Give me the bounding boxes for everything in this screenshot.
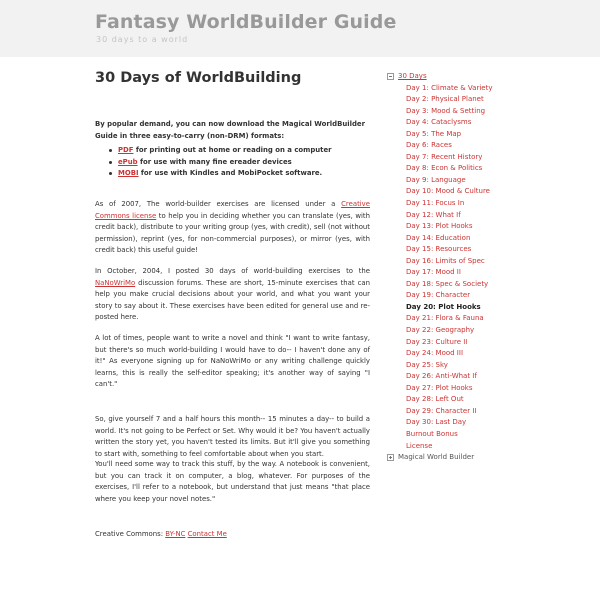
format-item-pdf (109, 145, 369, 157)
format-item-epub (109, 157, 369, 169)
sidebar-item[interactable]: Day 25: Sky (406, 360, 448, 369)
sidebar-item[interactable]: Day 4: Cataclysms (406, 118, 472, 127)
nanowrimo-link[interactable]: NaNoWriMo (95, 278, 136, 287)
collapse-icon[interactable] (387, 73, 394, 80)
sidebar-item[interactable]: Day 17: Mood II (406, 268, 461, 277)
sidebar-item[interactable]: Day 3: Mood & Setting (406, 106, 486, 115)
epub-link[interactable]: ePub (118, 157, 138, 166)
intro-text: By popular demand, you can now download the Magical WorldBuilder Guide in three easy-to-carry (non-DRM) formats: (95, 120, 365, 140)
creative-commons-license-link[interactable]: Creative Commons license (95, 200, 370, 220)
sidebar-section-30-days[interactable] (387, 71, 517, 83)
sidebar-item[interactable]: Day 9: Language (406, 175, 466, 184)
sidebar-item[interactable]: Day 12: What If (406, 210, 461, 219)
sidebar-heading-link[interactable]: 30 Days (398, 72, 427, 80)
sidebar-item[interactable]: Day 19: Character (406, 291, 471, 300)
format-item-mobi (109, 168, 369, 180)
paragraph-history (95, 266, 370, 324)
sidebar-item[interactable]: License (406, 441, 433, 450)
formats-list (109, 145, 369, 180)
sidebar-item[interactable]: Day 20: Plot Hooks (406, 302, 481, 311)
sidebar-item[interactable]: Day 16: Limits of Spec (406, 256, 485, 265)
sidebar-item[interactable]: Day 15: Resources (406, 245, 472, 254)
paragraph-notebook: You'll need some way to track this stuff, by the way. A notebook is convenient, but you can track it on computer, a blog, whatever. For purposes of the exercises, I'll refer to a notebook, but understand that just means "that place where you keep your novel notes." (95, 460, 370, 503)
sidebar-item[interactable]: Day 10: Mood & Culture (406, 187, 490, 196)
sidebar-nav (387, 71, 517, 464)
footer-label: Creative Commons: (95, 530, 166, 538)
main-content (95, 69, 370, 538)
sidebar-item[interactable]: Day 29: Character II (406, 406, 477, 415)
sidebar-item[interactable]: Day 21: Flora & Fauna (406, 314, 484, 323)
expand-icon[interactable] (387, 454, 394, 461)
sidebar-item[interactable]: Day 22: Geography (406, 326, 475, 335)
by-nc-link[interactable]: BY-NC (165, 530, 186, 538)
sidebar-item[interactable]: Day 24: Mood III (406, 349, 464, 358)
sidebar-item[interactable]: Day 30: Last Day (406, 418, 467, 427)
site-tagline: 30 days to a world (96, 35, 189, 44)
paragraph-text: As of 2007, The world-builder exercises are licensed under a (95, 200, 342, 208)
sidebar-item[interactable]: Day 2: Physical Planet (406, 95, 484, 104)
paragraph-motivation: A lot of times, people want to write a novel and think "I want to write fantasy, but there's so much world-building I would have to do-- I haven't done any of it!" As everyone signing up for NaNoWriMo or any writing challenge quickly learns, this is really the self-editor speaking; it's another way of saying "I can't." (95, 334, 370, 388)
format-desc: for use with many fine ereader devices (137, 157, 292, 166)
sidebar-item[interactable]: Day 5: The Map (406, 129, 462, 138)
site-title[interactable]: Fantasy WorldBuilder Guide (95, 11, 397, 33)
format-desc: for printing out at home or reading on a computer (133, 146, 332, 154)
site-header (0, 0, 600, 57)
sidebar-item[interactable]: Day 26: Anti-What If (406, 372, 477, 381)
sidebar-item[interactable]: Day 27: Plot Hooks (406, 383, 473, 392)
sidebar-item[interactable]: Day 7: Recent History (406, 152, 483, 161)
pdf-link[interactable]: PDF (118, 146, 134, 154)
sidebar-item[interactable]: Burnout Bonus (406, 429, 458, 438)
sidebar-item[interactable]: Day 1: Climate & Variety (406, 83, 493, 92)
paragraph-license (95, 199, 370, 257)
page-footer (95, 529, 370, 540)
contact-link[interactable]: Contact Me (187, 530, 227, 538)
paragraph-schedule: So, give yourself 7 and a half hours this month-- 15 minutes a day-- to build a world. It's not going to be Perfect or Set. Why would it be? You haven't actually written the story yet, you haven't tested its limits. But it'll give you something to start with, something to feel comfortable about when you start. (95, 415, 370, 458)
sidebar-item[interactable]: Day 23: Culture II (406, 337, 468, 346)
sidebar-item[interactable]: Day 13: Plot Hooks (406, 222, 473, 231)
paragraph-text: discussion forums. These are short, 15-minute exercises that can help you make crucial decisions about your world, and what you want your story to say about it. These exercises have been edited for general use and re-posted here. (95, 278, 370, 321)
sidebar-item[interactable]: Day 28: Left Out (406, 395, 464, 404)
paragraph-text: to help you in deciding whether you can translate (yes, with credit back), distribute to your writing group (yes, with credit), sell (not without permission), reprint (yes, for non-commercial purposes), or mirror (yes, with credit back) this useful guide! (95, 211, 370, 254)
page-title: 30 Days of WorldBuilding (95, 70, 302, 86)
format-desc: for use with Kindles and MobiPocket software. (138, 169, 323, 177)
sidebar-item[interactable]: Day 14: Education (406, 233, 471, 242)
sidebar-item[interactable]: Day 6: Races (406, 141, 452, 150)
mobi-link[interactable]: MOBI (118, 169, 139, 177)
sidebar-footer-label[interactable]: Magical World Builder (398, 453, 475, 462)
paragraph-text: In October, 2004, I posted 30 days of world-building exercises to the (95, 267, 370, 275)
sidebar-item[interactable]: Day 11: Focus In (406, 199, 465, 208)
sidebar-section-magical-world-builder[interactable] (387, 452, 517, 464)
sidebar-item[interactable]: Day 18: Spec & Society (406, 279, 489, 288)
sidebar-day-list (387, 83, 517, 453)
sidebar-item[interactable]: Day 8: Econ & Politics (406, 164, 483, 173)
